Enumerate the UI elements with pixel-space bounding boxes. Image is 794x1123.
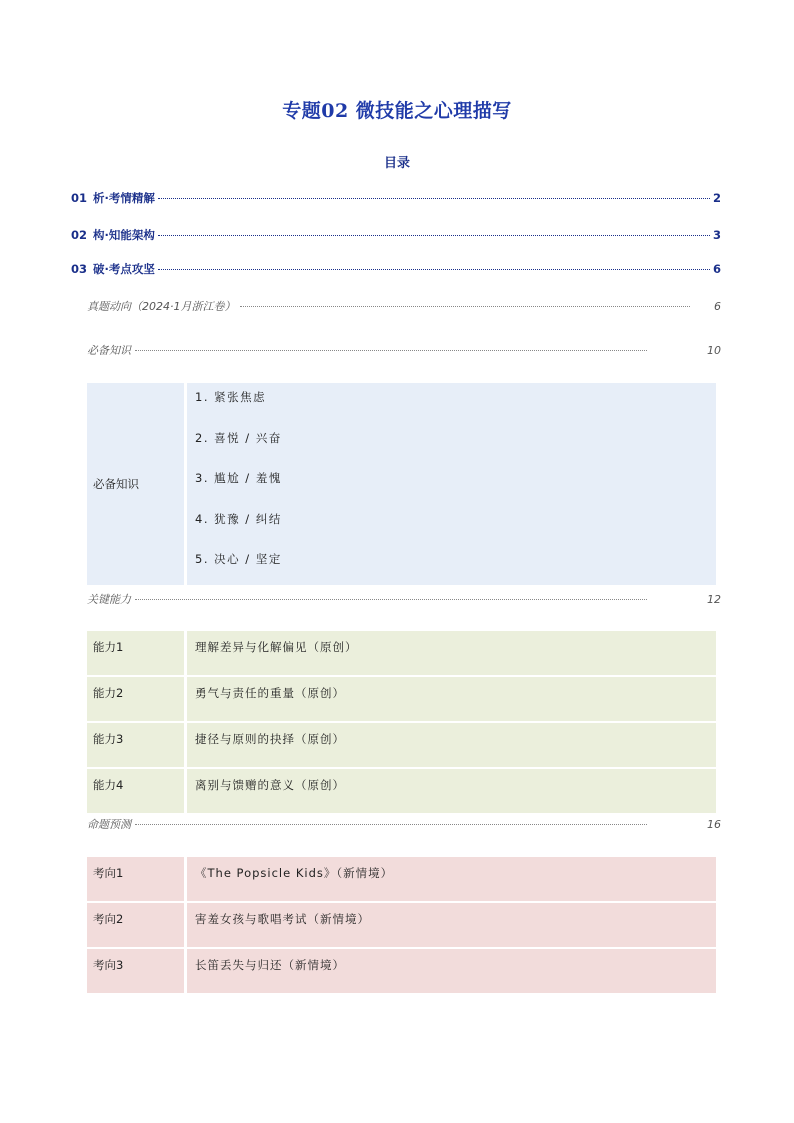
prediction-label: 考向1 xyxy=(87,857,184,901)
bibei-item: 1. 紧张焦虑 xyxy=(195,390,267,404)
toc-leader-dots xyxy=(158,269,710,270)
ability-text: 理解差异与化解偏见（原创） xyxy=(187,631,716,675)
prediction-row xyxy=(87,903,716,947)
ability-row xyxy=(87,769,716,813)
toc-sub-label: 真题动向（2024·1月浙江卷） xyxy=(87,300,236,313)
toc-leader-dots xyxy=(135,824,647,825)
toc-heading: 目录 xyxy=(383,156,410,171)
toc-entry-number: 02 xyxy=(71,228,88,242)
prediction-label: 考向3 xyxy=(87,949,184,993)
toc-entry-02[interactable] xyxy=(71,227,721,243)
toc-entry-page: 3 xyxy=(712,228,721,242)
ability-row xyxy=(87,631,716,675)
toc-sub-page: 16 xyxy=(707,818,721,831)
ability-row xyxy=(87,677,716,721)
ability-label: 能力2 xyxy=(87,677,184,721)
ability-text: 捷径与原则的抉择（原创） xyxy=(187,723,716,767)
toc-entry-label: 析·考情精解 xyxy=(93,191,155,205)
toc-sub-guanjian[interactable] xyxy=(87,591,721,607)
prediction-text: 《The Popsicle Kids》（新情境） xyxy=(187,857,716,901)
toc-entry-number: 03 xyxy=(71,262,88,276)
toc-entry-label: 破·考点攻坚 xyxy=(93,262,155,276)
document-title: 专题02 微技能之心理描写 xyxy=(282,100,512,122)
bibei-item: 2. 喜悦 / 兴奋 xyxy=(195,430,282,445)
toc-entry-label: 构·知能架构 xyxy=(93,228,155,242)
toc-sub-page: 10 xyxy=(707,344,721,357)
ability-text: 勇气与责任的重量（原创） xyxy=(187,677,716,721)
bibei-item: 5. 决心 / 坚定 xyxy=(195,552,282,566)
abilities-table xyxy=(87,631,716,815)
toc-leader-dots xyxy=(158,198,710,199)
toc-leader-dots xyxy=(240,306,691,307)
toc-leader-dots xyxy=(135,350,647,351)
toc-entry-01[interactable] xyxy=(71,190,721,206)
prediction-text: 害羞女孩与歌唱考试（新情境） xyxy=(187,903,716,947)
bibei-box-list xyxy=(187,383,716,585)
prediction-row xyxy=(87,857,716,901)
toc-sub-label: 命题预测 xyxy=(87,818,131,831)
bibei-box-label: 必备知识 xyxy=(87,383,184,585)
toc-entry-page: 6 xyxy=(712,262,721,276)
toc-sub-label: 关键能力 xyxy=(87,593,131,606)
toc-sub-label: 必备知识 xyxy=(87,344,131,357)
toc-leader-dots xyxy=(158,235,710,236)
toc-sub-page: 12 xyxy=(707,593,721,606)
bibei-item: 3. 尴尬 / 羞愧 xyxy=(195,471,282,485)
toc-sub-page: 6 xyxy=(714,300,721,313)
bibei-knowledge-box xyxy=(87,383,716,585)
toc-entry-number: 01 xyxy=(71,191,88,205)
toc-sub-bibei[interactable] xyxy=(87,342,721,358)
ability-label: 能力4 xyxy=(87,769,184,813)
prediction-row xyxy=(87,949,716,993)
ability-text: 离别与馈赠的意义（原创） xyxy=(187,769,716,813)
prediction-text: 长笛丢失与归还（新情境） xyxy=(187,949,716,993)
toc-sub-zhenti[interactable] xyxy=(87,298,721,314)
ability-label: 能力3 xyxy=(87,723,184,767)
toc-sub-mingti[interactable] xyxy=(87,816,721,832)
ability-label: 能力1 xyxy=(87,631,184,675)
predictions-table xyxy=(87,857,716,995)
prediction-label: 考向2 xyxy=(87,903,184,947)
toc-entry-03[interactable] xyxy=(71,261,721,277)
bibei-item: 4. 犹豫 / 纠结 xyxy=(195,511,282,526)
ability-row xyxy=(87,723,716,767)
toc-leader-dots xyxy=(135,599,647,600)
toc-entry-page: 2 xyxy=(712,191,721,205)
